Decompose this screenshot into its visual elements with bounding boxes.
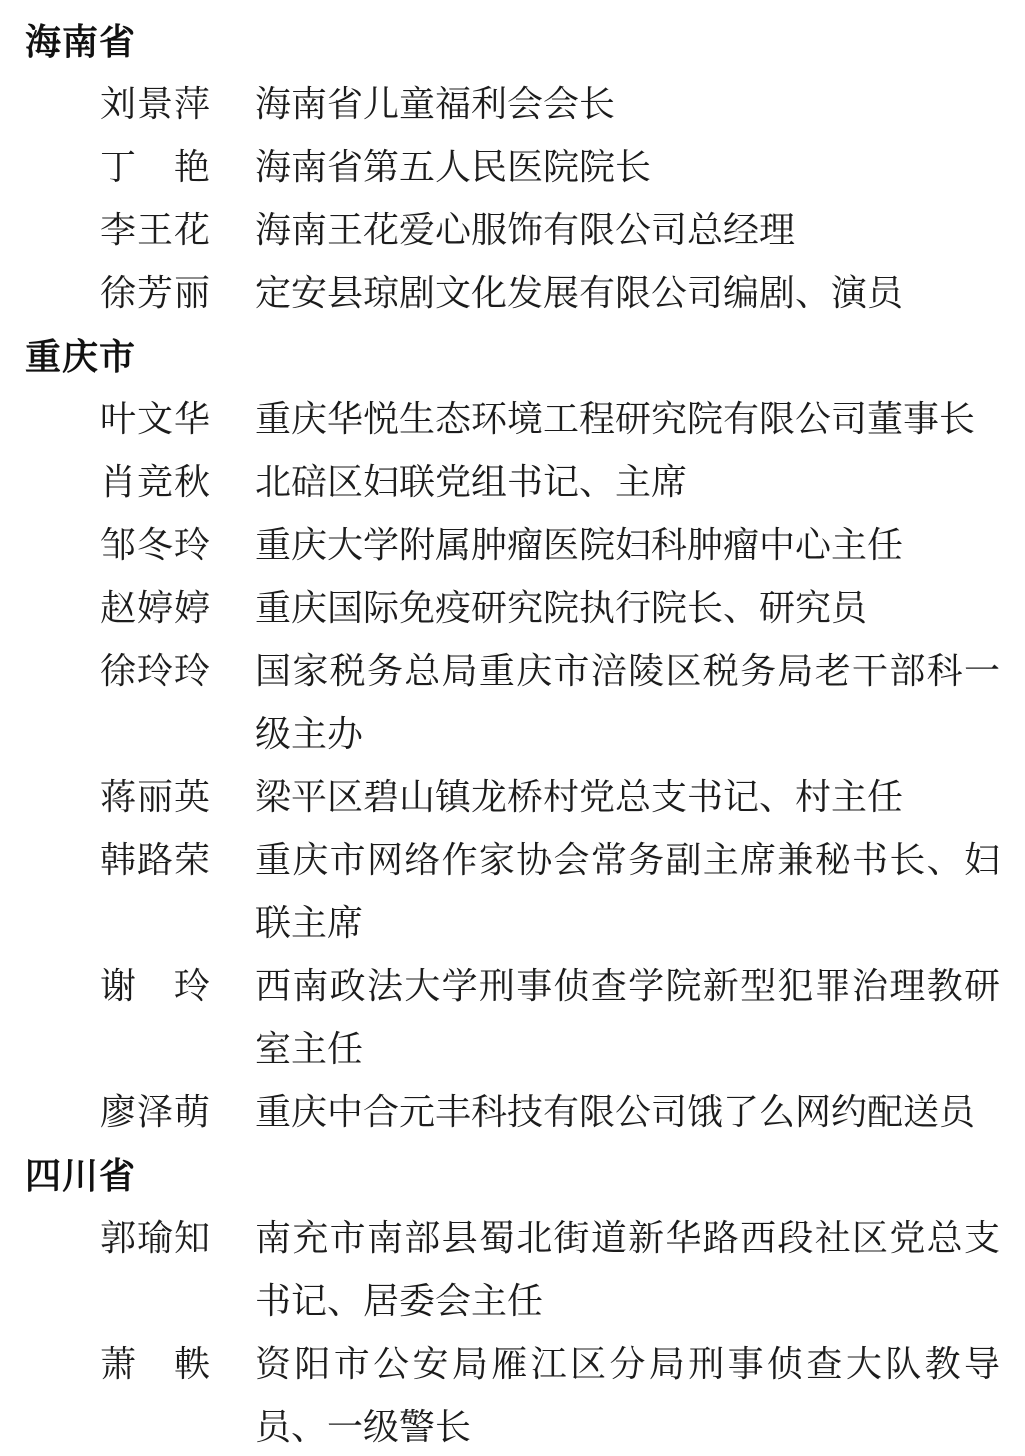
honoree-name: 郭瑜知 bbox=[100, 1218, 210, 1258]
honoree-name: 李王花 bbox=[100, 210, 210, 250]
honoree-title: 重庆大学附属肿瘤医院妇科肿瘤中心主任 bbox=[255, 525, 904, 565]
honoree-row bbox=[25, 388, 1005, 451]
honoree-name: 邹冬玲 bbox=[100, 525, 210, 565]
honoree-title: 定安县琼剧文化发展有限公司编剧、演员 bbox=[255, 273, 904, 313]
honoree-name: 徐芳丽 bbox=[100, 273, 210, 313]
section-header: 海南省 bbox=[25, 21, 137, 62]
honoree-title: 梁平区碧山镇龙桥村党总支书记、村主任 bbox=[255, 777, 904, 817]
document bbox=[25, 10, 1005, 1456]
honoree-name: 叶文华 bbox=[100, 399, 210, 439]
honoree-title: 西南政法大学刑事侦查学院新型犯罪治理教研室主任 bbox=[255, 966, 1000, 1069]
honoree-title: 北碚区妇联党组书记、主席 bbox=[255, 462, 688, 502]
honoree-title: 重庆国际免疫研究院执行院长、研究员 bbox=[255, 588, 868, 628]
honoree-title: 南充市南部县蜀北街道新华路西段社区党总支书记、居委会主任 bbox=[255, 1218, 1000, 1321]
province-section bbox=[25, 10, 1005, 325]
section-entries bbox=[25, 388, 1005, 1144]
section-header: 四川省 bbox=[25, 1155, 137, 1196]
honoree-name: 谢玲 bbox=[100, 966, 210, 1006]
honoree-row bbox=[25, 514, 1005, 577]
honoree-name: 刘景萍 bbox=[100, 84, 210, 124]
honoree-title: 海南省第五人民医院院长 bbox=[255, 147, 652, 187]
honoree-name: 赵婷婷 bbox=[100, 588, 210, 628]
honoree-title: 国家税务总局重庆市涪陵区税务局老干部科一级主办 bbox=[255, 651, 1000, 754]
honoree-row bbox=[25, 1081, 1005, 1144]
honoree-row bbox=[25, 73, 1005, 136]
honoree-name: 萧軼 bbox=[100, 1344, 210, 1384]
honoree-row bbox=[25, 1207, 1005, 1333]
honoree-row bbox=[25, 577, 1005, 640]
honoree-row bbox=[25, 640, 1005, 766]
honoree-title: 海南王花爱心服饰有限公司总经理 bbox=[255, 210, 796, 250]
honoree-name: 韩路荣 bbox=[100, 840, 210, 880]
province-section bbox=[25, 1144, 1005, 1456]
honoree-row bbox=[25, 766, 1005, 829]
honoree-row bbox=[25, 451, 1005, 514]
honoree-row bbox=[25, 829, 1005, 955]
honoree-title: 重庆市网络作家协会常务副主席兼秘书长、妇联主席 bbox=[255, 840, 1000, 943]
honoree-title: 重庆华悦生态环境工程研究院有限公司董事长 bbox=[255, 399, 976, 439]
honoree-row bbox=[25, 262, 1005, 325]
honoree-row bbox=[25, 136, 1005, 199]
honoree-name: 蒋丽英 bbox=[100, 777, 210, 817]
honoree-row bbox=[25, 199, 1005, 262]
honoree-name: 丁艳 bbox=[100, 147, 210, 187]
section-entries bbox=[25, 73, 1005, 325]
section-entries bbox=[25, 1207, 1005, 1456]
honoree-name: 徐玲玲 bbox=[100, 651, 210, 691]
honoree-title: 资阳市公安局雁江区分局刑事侦查大队教导员、一级警长 bbox=[255, 1344, 1000, 1447]
honoree-row bbox=[25, 955, 1005, 1081]
honoree-title: 海南省儿童福利会会长 bbox=[255, 84, 616, 124]
province-section bbox=[25, 325, 1005, 1144]
honoree-title: 重庆中合元丰科技有限公司饿了么网约配送员 bbox=[255, 1092, 976, 1132]
honoree-name: 肖竞秋 bbox=[100, 462, 210, 502]
honoree-name: 廖泽萌 bbox=[100, 1092, 210, 1132]
section-header: 重庆市 bbox=[25, 336, 137, 377]
honoree-row bbox=[25, 1333, 1005, 1456]
